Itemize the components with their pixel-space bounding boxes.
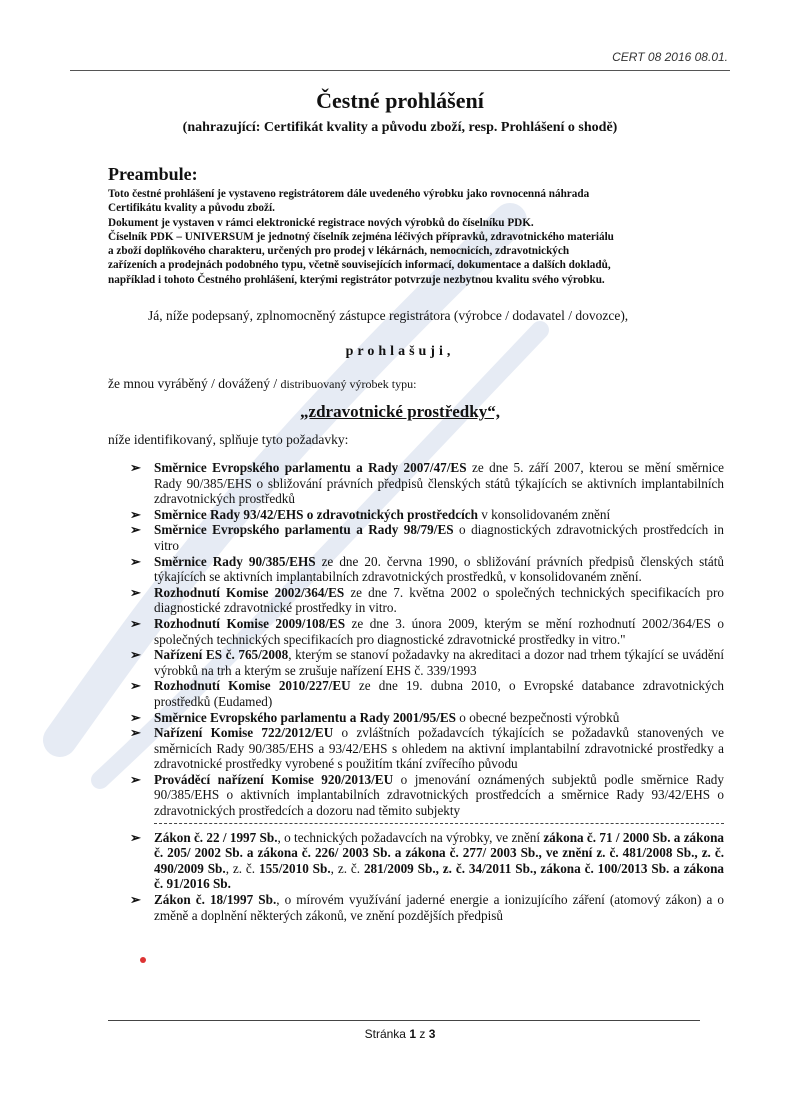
- requirement-title: Směrnice Rady 90/385/EHS: [154, 553, 316, 569]
- requirement-text: o zvláštních požadavcích týkajících se požadavků stanovených ve směrnicích Rady 90/385/EHS a 93/42/EHS s ohledem na aktivní implantabilní zdravotnické prostředky a zdravotnické prostředky vyrobené s použitím tkání zvířecího původu: [154, 725, 724, 772]
- requirement-title: Směrnice Evropského parlamentu a Rady 2001/95/ES: [154, 709, 456, 725]
- law-amendments: zákona č. 71 / 2000 Sb. a zákona č. 205/ 2002 Sb. a zákona č. 226/ 2003 Sb. a zákona č. 277/ 2003 Sb., ve znění z. č. 481/2008 Sb., z. č. 490/2009 Sb.: [154, 829, 725, 876]
- law-title: Zákon č. 22 / 1997 Sb.: [154, 829, 278, 845]
- arrow-bullet-icon: ➢: [130, 771, 141, 787]
- requirement-text: ze dne 19. dubna 2010, o Evropské databance zdravotnických prostředků (Eudamed): [154, 678, 724, 709]
- requirement-text: o obecné bezpečnosti výrobků: [456, 709, 620, 725]
- requirement-title: Nařízení Komise 722/2012/EU: [154, 725, 334, 741]
- law-text: , z. č.: [225, 860, 259, 876]
- requirement-title: Rozhodnutí Komise 2010/227/EU: [154, 678, 351, 694]
- requirement-item: [128, 725, 724, 772]
- product-type: „zdravotnické prostředky“,: [300, 402, 500, 421]
- requirement-text: , kterým se stanoví požadavky na akreditaci a dozor nad trhem týkající se uvádění výrobků na trh a kterým se zrušuje nařízení EHS č. 339/1993: [154, 647, 724, 678]
- arrow-bullet-icon: ➢: [130, 460, 141, 475]
- law-item: [128, 830, 724, 892]
- page-middle: z: [416, 1027, 429, 1041]
- preamble-heading: Preambule:: [108, 164, 198, 184]
- preamble-line: například i tohoto Čestného prohlášení, kterými registrátor potvrzuje nezbytnou kvalitu svého výrobku.: [108, 273, 605, 286]
- requirement-text: ze dne 20. června 1990, o sbližování právních předpisů členských států týkajících se aktivních implantabilních zdravotnických prostředků, v konsolidovaném znění.: [154, 553, 724, 585]
- page-current: 1: [409, 1027, 417, 1041]
- preamble-line: Certifikátu kvality a původu zboží.: [108, 202, 275, 215]
- requirement-title: Směrnice Rady 93/42/EHS o zdravotnických prostředcích: [154, 506, 478, 522]
- page-total: 3: [428, 1027, 436, 1041]
- law-item: [128, 892, 724, 923]
- footer-divider: [108, 1020, 700, 1021]
- requirement-item: [128, 710, 724, 726]
- preamble-line: zařízeních a prodejnách podobného typu, včetně souvisejících informací, dokumentace a dalších dokladů,: [108, 259, 611, 272]
- document-title: Čestné prohlášení: [316, 88, 484, 113]
- ink-mark-icon: [140, 957, 146, 963]
- law-amendments: 281/2009 Sb., z. č. 34/2011 Sb., zákona č. 100/2013 Sb. a zákona č. 91/2016 Sb.: [154, 860, 725, 892]
- page-number: [0, 1027, 800, 1041]
- requirement-text: v konsolidovaném znění: [477, 506, 611, 522]
- requirement-title: Rozhodnutí Komise 2009/108/ES: [154, 615, 346, 631]
- arrow-bullet-icon: ➢: [130, 829, 141, 845]
- requirement-title: Směrnice Evropského parlamentu a Rady 2007/47/ES: [154, 460, 467, 475]
- requirement-item: [128, 554, 724, 585]
- certificate-code: CERT 08 2016 08.01.: [612, 50, 728, 64]
- signatory-intro: Já, níže podepsaný, zplnomocněný zástupce registrátora (výrobce / dodavatel / dovozce),: [148, 308, 629, 323]
- arrow-bullet-icon: ➢: [130, 584, 141, 600]
- arrow-bullet-icon: ➢: [130, 506, 141, 522]
- requirement-item: [128, 647, 724, 678]
- requirement-title: Směrnice Evropského parlamentu a Rady 98/79/ES: [154, 522, 454, 538]
- arrow-bullet-icon: ➢: [130, 553, 141, 569]
- requirement-item: [128, 772, 724, 819]
- preamble-text: [108, 187, 708, 287]
- requirement-text: o diagnostických zdravotnických prostředcích in vitro: [154, 522, 724, 553]
- law-text: , z. č.: [330, 860, 364, 876]
- product-statement-text: že mnou vyráběný / dovážený /: [108, 376, 281, 391]
- law-text: , o technických požadavcích na výrobky, ve znění: [277, 829, 544, 845]
- arrow-bullet-icon: ➢: [130, 709, 141, 725]
- requirement-item: [128, 460, 724, 507]
- preamble-line: Číselník PDK – UNIVERSUM je jednotný číselník zejména léčivých přípravků, zdravotnického materiálu: [108, 230, 614, 243]
- requirement-item: [128, 507, 724, 523]
- requirement-text: ze dne 3. února 2009, kterým se mění rozhodnutí 2002/364/ES o společných technických specifikacích pro diagnostické zdravotnické prostředky in vitro.": [154, 615, 724, 647]
- page-prefix: Stránka: [364, 1027, 410, 1041]
- arrow-bullet-icon: ➢: [130, 892, 141, 908]
- law-title: Zákon č. 18/1997 Sb.: [154, 892, 277, 908]
- arrow-bullet-icon: ➢: [130, 522, 141, 538]
- arrow-bullet-icon: ➢: [130, 725, 141, 741]
- requirement-item: [128, 522, 724, 553]
- arrow-bullet-icon: ➢: [130, 615, 141, 631]
- requirement-item: [128, 585, 724, 616]
- preamble-line: Dokument je vystaven v rámci elektronické registrace nových výrobků do číselníku PDK.: [108, 216, 534, 229]
- requirement-text: ze dne 5. září 2007, kterou se mění směrnice Rady 90/385/EHS o sbližování právních předpisů členských států týkajících se aktivních implantabilních zdravotnických prostředků: [154, 460, 724, 507]
- header-divider: [70, 70, 730, 71]
- product-statement: [108, 376, 416, 392]
- preamble-line: a zboží doplňkového charakteru, určených pro prodej v lékárnách, nemocnicích, zdravotnických: [108, 245, 570, 258]
- requirements-intro: níže identifikovaný, splňuje tyto požadavky:: [108, 432, 349, 447]
- arrow-bullet-icon: ➢: [130, 678, 141, 694]
- requirements-list: [128, 460, 724, 923]
- dashed-separator: [154, 823, 724, 824]
- arrow-bullet-icon: ➢: [130, 647, 141, 663]
- requirement-title: Rozhodnutí Komise 2002/364/ES: [154, 584, 345, 600]
- requirement-text: ze dne 7. května 2002 o společných technických specifikacích pro diagnostické zdravotnické prostředky in vitro.: [154, 584, 725, 616]
- law-text: , o mírovém využívání jaderné energie a ionizujícího záření (atomový zákon) a o změně a doplnění některých zákonů, ve znění pozdějších předpisů: [154, 892, 725, 923]
- declaration-word: prohlašuji,: [345, 344, 455, 359]
- requirement-text: o jmenování oznámených subjektů podle směrnice Rady 90/385/EHS o aktivních implantabilních zdravotnických prostředcích a směrnice Rady 93/42/EHS o zdravotnických prostředcích a dozoru nad těmito subjekty: [154, 771, 724, 819]
- requirement-item: [128, 616, 724, 647]
- product-statement-small: distribuovaný výrobek typu:: [280, 377, 417, 391]
- preamble-line: Toto čestné prohlášení je vystaveno registrátorem dále uvedeného výrobku jako rovnocenná náhrada: [108, 188, 590, 200]
- law-amendments: 155/2010 Sb.: [258, 860, 331, 876]
- requirement-title: Prováděcí nařízení Komise 920/2013/EU: [154, 771, 394, 787]
- document-subtitle: (nahrazující: Certifikát kvality a původu zboží, resp. Prohlášení o shodě): [182, 120, 618, 135]
- requirement-title: Nařízení ES č. 765/2008: [154, 647, 289, 663]
- requirement-item: [128, 678, 724, 709]
